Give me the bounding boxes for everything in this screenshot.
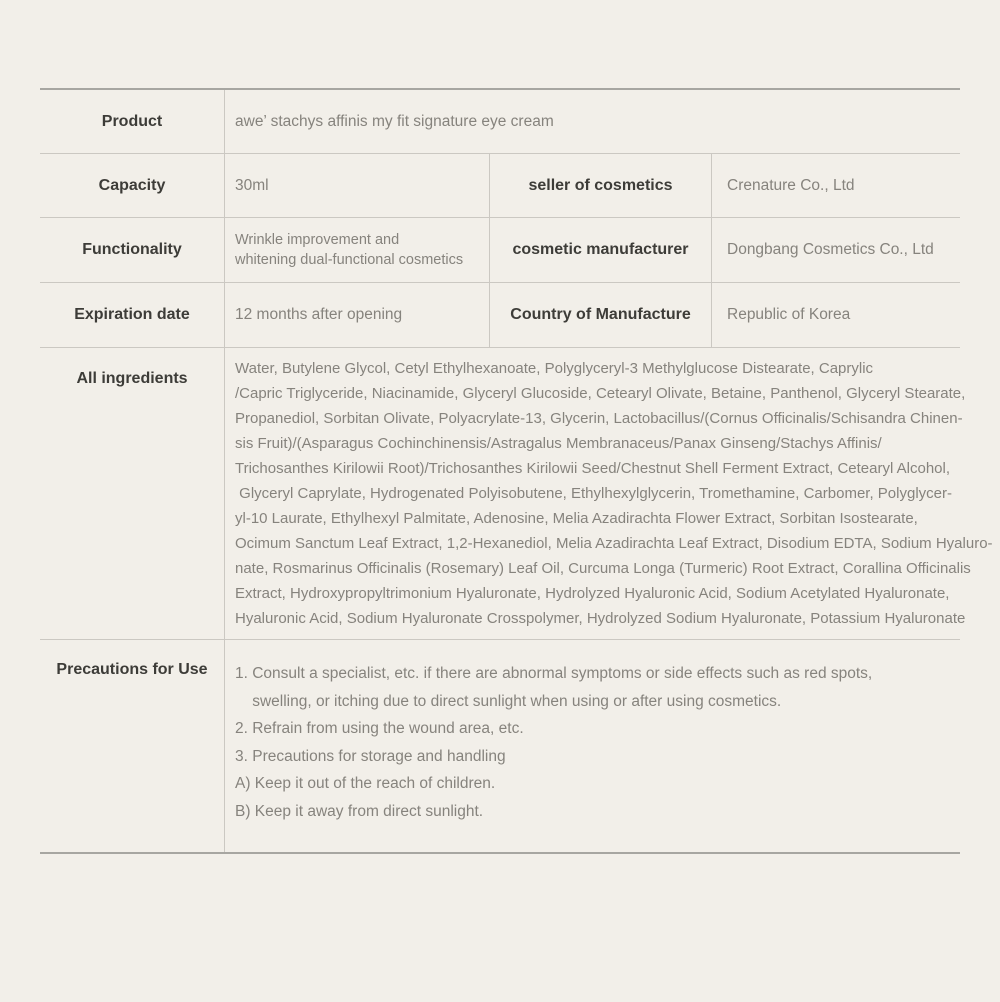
text-line: 3. Precautions for storage and handling (235, 747, 506, 765)
text-line: 1. Consult a specialist, etc. if there are abnormal symptoms or side effects such as red spots, (235, 665, 873, 682)
text-line: Wrinkle improvement and (235, 232, 400, 248)
product-value: awe’ stachys affinis my fit signature eye cream (235, 112, 554, 130)
text-line: 2. Refrain from using the wound area, etc. (235, 720, 524, 738)
text-line: Hyaluronic Acid, Sodium Hyaluronate Crosspolymer, Hydrolyzed Sodium Hyaluronate, Potassium Hyaluronate (235, 610, 966, 627)
product-label: Product (40, 90, 225, 153)
capacity-value: 30ml (225, 154, 490, 217)
country-label: Country of Manufacture (490, 283, 712, 347)
country-value: Republic of Korea (727, 306, 851, 323)
precautions-text (225, 640, 960, 852)
row-ingredients (40, 348, 993, 640)
capacity-label: Capacity (40, 154, 225, 217)
row-capacity-seller (40, 154, 960, 218)
text-line: Ocimum Sanctum Leaf Extract, 1,2-Hexanediol, Melia Azadirachta Leaf Extract, Disodium EDTA, Sodium Hyaluro- (235, 535, 993, 552)
seller-value: Crenature Co., Ltd (727, 176, 855, 194)
text-line: whitening dual-functional cosmetics (235, 252, 464, 268)
text-line: sis Fruit)/(Asparagus Cochinchinensis/Astragalus Membranaceus/Panax Ginseng/Stachys Affinis/ (235, 435, 882, 452)
expiration-label: Expiration date (40, 283, 225, 347)
text-line: Water, Butylene Glycol, Cetyl Ethylhexanoate, Polyglyceryl-3 Methylglucose Distearate, Caprylic (235, 360, 874, 377)
seller-label: seller of cosmetics (490, 154, 712, 217)
row-product (40, 90, 960, 154)
ingredients-text (225, 348, 993, 639)
text-line: swelling, or itching due to direct sunlight when using or after using cosmetics. (235, 692, 782, 710)
expiration-value: 12 months after opening (225, 283, 490, 347)
text-line: A) Keep it out of the reach of children. (235, 775, 496, 793)
manufacturer-value: Dongbang Cosmetics Co., Ltd (727, 241, 934, 258)
precautions-label: Precautions for Use (40, 640, 225, 852)
text-line: /Capric Triglyceride, Niacinamide, Glyceryl Glucoside, Cetearyl Olivate, Betaine, Panthenol, Glyceryl Stearate, (235, 385, 966, 402)
row-expiration-country (40, 283, 960, 348)
text-line: yl-10 Laurate, Ethylhexyl Palmitate, Adenosine, Melia Azadirachta Flower Extract, Sorbitan Isostearate, (235, 510, 918, 527)
row-functionality-manufacturer (40, 218, 960, 283)
text-line: Extract, Hydroxypropyltrimonium Hyaluronate, Hydrolyzed Hyaluronic Acid, Sodium Acetylated Hyaluronate, (235, 585, 950, 602)
text-line: Glyceryl Caprylate, Hydrogenated Polyisobutene, Ethylhexylglycerin, Tromethamine, Carbomer, Polyglycer- (235, 485, 952, 502)
functionality-label: Functionality (40, 218, 225, 282)
text-line: Trichosanthes Kirilowii Root)/Trichosanthes Kirilowii Seed/Chestnut Shell Ferment Extract, Cetearyl Alcohol, (235, 460, 951, 477)
manufacturer-label: cosmetic manufacturer (490, 218, 712, 282)
functionality-value (225, 218, 490, 282)
text-line: Propanediol, Sorbitan Olivate, Polyacrylate-13, Glycerin, Lactobacillus/(Cornus Officinalis/Schisandra Chinen- (235, 410, 963, 427)
text-line: nate, Rosmarinus Officinalis (Rosemary) Leaf Oil, Curcuma Longa (Turmeric) Root Extract, Corallina Officinalis (235, 560, 971, 577)
row-precautions (40, 640, 960, 852)
product-info-table (40, 88, 993, 854)
ingredients-label: All ingredients (40, 348, 225, 639)
text-line: B) Keep it away from direct sunlight. (235, 802, 484, 820)
